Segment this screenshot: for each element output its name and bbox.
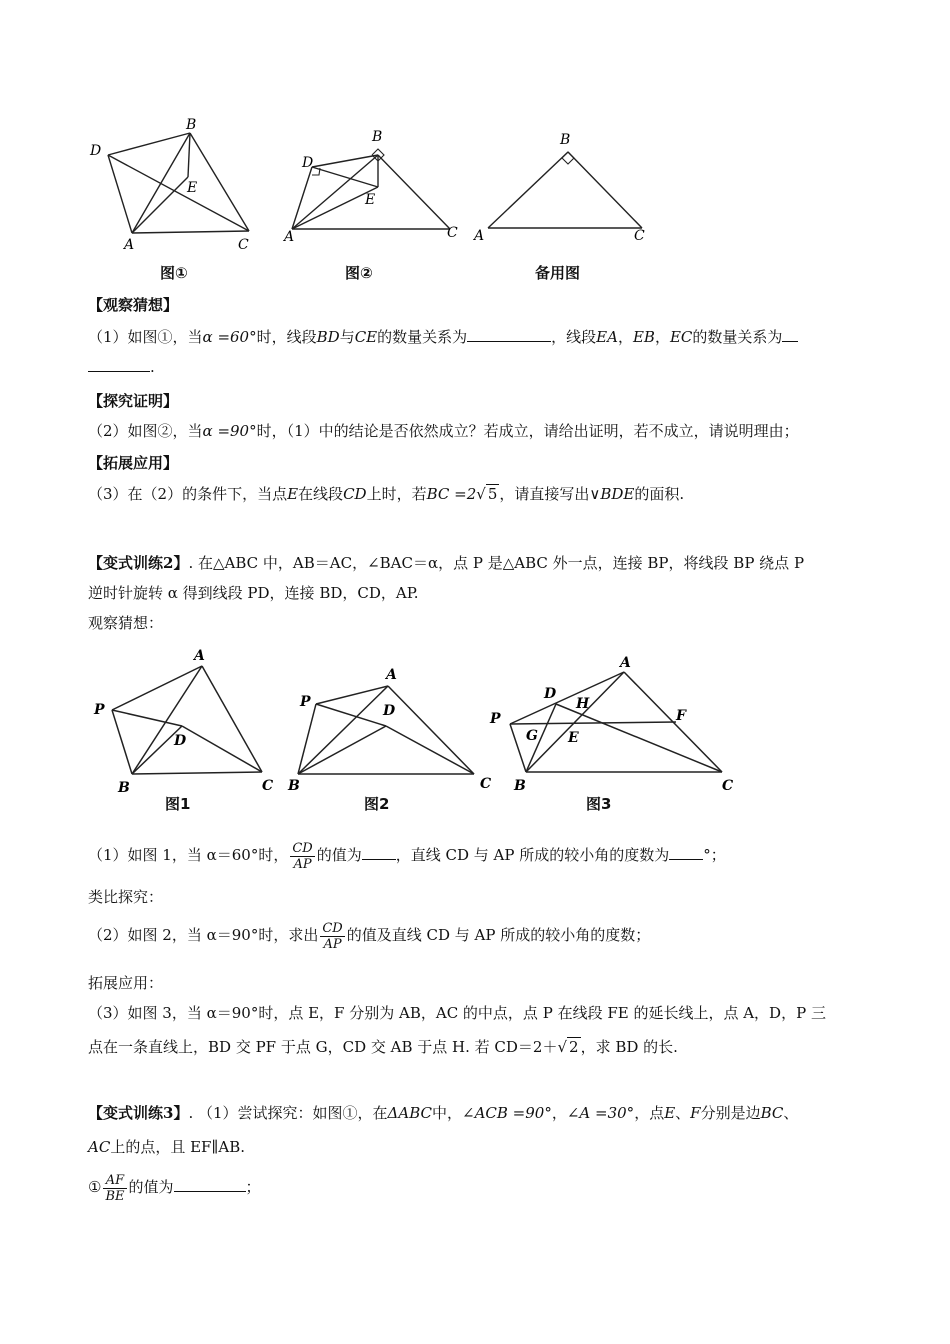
segment xyxy=(510,672,624,724)
denominator: AP xyxy=(293,856,312,872)
text: 在线段 xyxy=(298,485,344,503)
label-f: F xyxy=(676,708,686,724)
label-g: G xyxy=(526,728,538,744)
label-d: D xyxy=(174,733,187,749)
segment xyxy=(312,155,378,167)
math: α =60° xyxy=(202,328,257,346)
text: 的值为 xyxy=(128,1178,174,1196)
segment xyxy=(386,726,474,774)
text: 的数量关系为 xyxy=(692,328,783,346)
label-a: A xyxy=(124,237,135,253)
segment xyxy=(202,666,262,772)
text: . xyxy=(150,358,155,376)
label-a: A xyxy=(284,229,295,245)
variant2-question-1 xyxy=(88,838,878,872)
variant2-figure-3 xyxy=(486,650,746,798)
text: . （1）尝试探究：如图①，在 xyxy=(188,1104,388,1122)
segment xyxy=(488,152,568,228)
text: （2）如图 2，当 α＝90°时，求出 xyxy=(88,926,319,944)
figure-3 xyxy=(470,128,650,246)
text: 点在一条直线上，BD 交 PF 于点 G，CD 交 AB 于点 H. 若 CD＝2＋ xyxy=(88,1038,558,1056)
label-e: E xyxy=(365,192,376,208)
text: °； xyxy=(703,846,726,864)
label-p: P xyxy=(300,694,311,710)
math: E xyxy=(287,485,299,503)
variant3-line-2 xyxy=(88,1136,878,1158)
math: EA xyxy=(596,328,618,346)
label-a: A xyxy=(194,648,205,664)
variant2-intro-2: 逆时针旋转 α 得到线段 PD，连接 BD，CD，AP. xyxy=(88,584,419,602)
right-angle-mark xyxy=(562,152,574,164)
variant2-extend: 拓展应用： xyxy=(88,974,164,992)
segment xyxy=(510,722,676,724)
text: （1）如图①，当 xyxy=(88,328,203,346)
segment xyxy=(188,133,190,177)
segment xyxy=(190,133,249,231)
math: ΔABC xyxy=(387,1104,432,1122)
label-b: B xyxy=(186,117,197,133)
text: ； xyxy=(245,1178,261,1196)
label-c: C xyxy=(634,228,645,244)
label-d: D xyxy=(302,155,314,171)
numerator: AF xyxy=(103,1173,126,1189)
segment xyxy=(510,724,526,772)
text: 时，线段 xyxy=(256,328,317,346)
answer-blank[interactable] xyxy=(362,859,396,860)
math: BC xyxy=(760,1104,784,1122)
question-2 xyxy=(88,420,878,442)
variant3-line-1 xyxy=(88,1102,878,1124)
denominator: BE xyxy=(105,1188,125,1204)
segment xyxy=(132,772,262,774)
label-p: P xyxy=(94,702,105,718)
question-1-cont xyxy=(88,356,878,378)
text: ， xyxy=(551,1104,567,1122)
text: 上时，若 xyxy=(366,485,427,503)
text: . 在△ABC 中，AB＝AC，∠BAC＝α，点 P 是△ABC 外一点，连接 BP，将线段 BP 绕点 P xyxy=(188,554,805,572)
text: ， xyxy=(617,328,633,346)
variant2-question-3-line2 xyxy=(88,1036,878,1058)
math: BD xyxy=(316,328,340,346)
math: CD xyxy=(343,485,367,503)
label-b: B xyxy=(514,778,526,794)
answer-blank[interactable] xyxy=(467,341,551,342)
segment xyxy=(298,686,388,774)
math: CE xyxy=(354,328,378,346)
answer-blank[interactable] xyxy=(669,859,703,860)
segment xyxy=(132,231,249,233)
variant2-question-2 xyxy=(88,918,878,952)
math: EC xyxy=(669,328,693,346)
segment xyxy=(132,666,202,774)
text: ，直线 CD 与 AP 所成的较小角的度数为 xyxy=(395,846,670,864)
segment xyxy=(378,155,450,229)
text: 的值为 xyxy=(316,846,362,864)
variant2-question-3-line1: （3）如图 3，当 α＝90°时，点 E，F 分别为 AB，AC 的中点，点 P 在线段 FE 的延长线上，点 A，D，P 三 xyxy=(88,1004,826,1022)
text: 、 xyxy=(675,1104,691,1122)
variant2-intro-1 xyxy=(88,552,878,574)
text: ， xyxy=(654,328,670,346)
figure-1-caption: 图① xyxy=(160,264,188,282)
math: BDE xyxy=(600,485,635,503)
segment xyxy=(182,726,262,772)
label-e: E xyxy=(187,180,198,196)
sqrt-radicand: 5 xyxy=(487,485,498,503)
figure-2 xyxy=(282,125,462,247)
label-c: C xyxy=(480,776,492,792)
variant2-title: 【变式训练2】 xyxy=(88,554,189,572)
segment xyxy=(108,155,249,231)
text: 上的点，且 EF∥AB. xyxy=(110,1138,245,1156)
variant2-figure-2-caption: 图2 xyxy=(364,795,390,813)
heading-extend: 【拓展应用】 xyxy=(88,454,179,472)
text: 的数量关系为 xyxy=(377,328,468,346)
numerator: CD xyxy=(322,920,343,936)
math: EB xyxy=(632,328,655,346)
heading-observe: 【观察猜想】 xyxy=(88,296,179,314)
segment xyxy=(526,672,624,772)
heading-prove: 【探究证明】 xyxy=(88,392,179,410)
text: ，请直接写出∨ xyxy=(499,485,601,503)
segment xyxy=(316,686,388,704)
label-b: B xyxy=(560,132,571,148)
answer-blank[interactable] xyxy=(782,341,798,342)
math: α =90° xyxy=(202,422,257,440)
answer-blank[interactable] xyxy=(174,1191,246,1192)
text: ，点 xyxy=(634,1104,665,1122)
segment xyxy=(556,704,722,772)
variant2-figure-1-caption: 图1 xyxy=(165,795,191,813)
label-a: A xyxy=(386,667,397,683)
label-a: A xyxy=(620,655,631,671)
segment xyxy=(298,726,386,774)
variant3-title: 【变式训练3】 xyxy=(88,1104,189,1122)
text: （1）如图 1，当 α＝60°时， xyxy=(88,846,289,864)
question-3 xyxy=(88,483,878,505)
text: （2）如图②，当 xyxy=(88,422,203,440)
text: 、 xyxy=(783,1104,799,1122)
label-b: B xyxy=(118,780,130,796)
math: ∠ACB =90° xyxy=(462,1104,552,1122)
label-c: C xyxy=(238,237,249,253)
variant2-observe: 观察猜想： xyxy=(88,614,164,632)
text: 的值及直线 CD 与 AP 所成的较小角的度数； xyxy=(346,926,651,944)
text: （3）在（2）的条件下，当点 xyxy=(88,485,288,503)
figure-1 xyxy=(84,115,264,255)
question-1 xyxy=(88,326,878,348)
numerator: CD xyxy=(292,840,313,856)
fraction-cd-ap xyxy=(290,841,314,872)
fraction-cd-ap xyxy=(320,921,344,952)
label-c: C xyxy=(722,778,734,794)
segment xyxy=(388,686,474,774)
text: 中， xyxy=(432,1104,463,1122)
figure-2-caption: 图② xyxy=(345,264,373,282)
text: 分别是边 xyxy=(700,1104,761,1122)
math: F xyxy=(690,1104,701,1122)
math: BC =2 xyxy=(426,485,477,503)
math: AC xyxy=(88,1138,111,1156)
sqrt-symbol: √ xyxy=(557,1038,568,1056)
label-c: C xyxy=(447,225,458,241)
segment xyxy=(298,704,316,774)
text: 与 xyxy=(339,328,355,346)
label-d: D xyxy=(90,143,102,159)
variant2-analogy: 类比探究： xyxy=(88,888,164,906)
sqrt-radicand: 2 xyxy=(569,1038,579,1056)
label-d: D xyxy=(544,686,557,702)
text: 时，（1）中的结论是否依然成立？若成立，请给出证明，若不成立，请说明理由； xyxy=(256,422,799,440)
math: E xyxy=(664,1104,676,1122)
fraction-af-be xyxy=(103,1173,126,1204)
variant2-figure-3-caption: 图3 xyxy=(586,795,612,813)
label-h: H xyxy=(576,696,590,712)
segment xyxy=(108,133,190,155)
label-p: P xyxy=(490,711,501,727)
variant2-figure-2 xyxy=(284,660,494,796)
text: ，求 BD 的长. xyxy=(580,1038,678,1056)
math: ∠A =30° xyxy=(566,1104,635,1122)
label-a: A xyxy=(474,228,485,244)
segment xyxy=(112,710,132,774)
variant2-figure-1 xyxy=(90,646,280,798)
answer-blank[interactable] xyxy=(88,371,150,372)
sqrt-symbol: √ xyxy=(476,485,486,503)
text: 的面积. xyxy=(634,485,685,503)
variant3-item-1 xyxy=(88,1170,878,1204)
label-d: D xyxy=(383,703,396,719)
figure-3-caption: 备用图 xyxy=(535,264,581,282)
label-b: B xyxy=(372,129,383,145)
item-mark: ① xyxy=(88,1178,102,1196)
label-e: E xyxy=(568,730,579,746)
label-b: B xyxy=(288,778,300,794)
label-c: C xyxy=(262,778,274,794)
text: ，线段 xyxy=(551,328,597,346)
segment xyxy=(568,152,642,228)
denominator: AP xyxy=(323,936,342,952)
